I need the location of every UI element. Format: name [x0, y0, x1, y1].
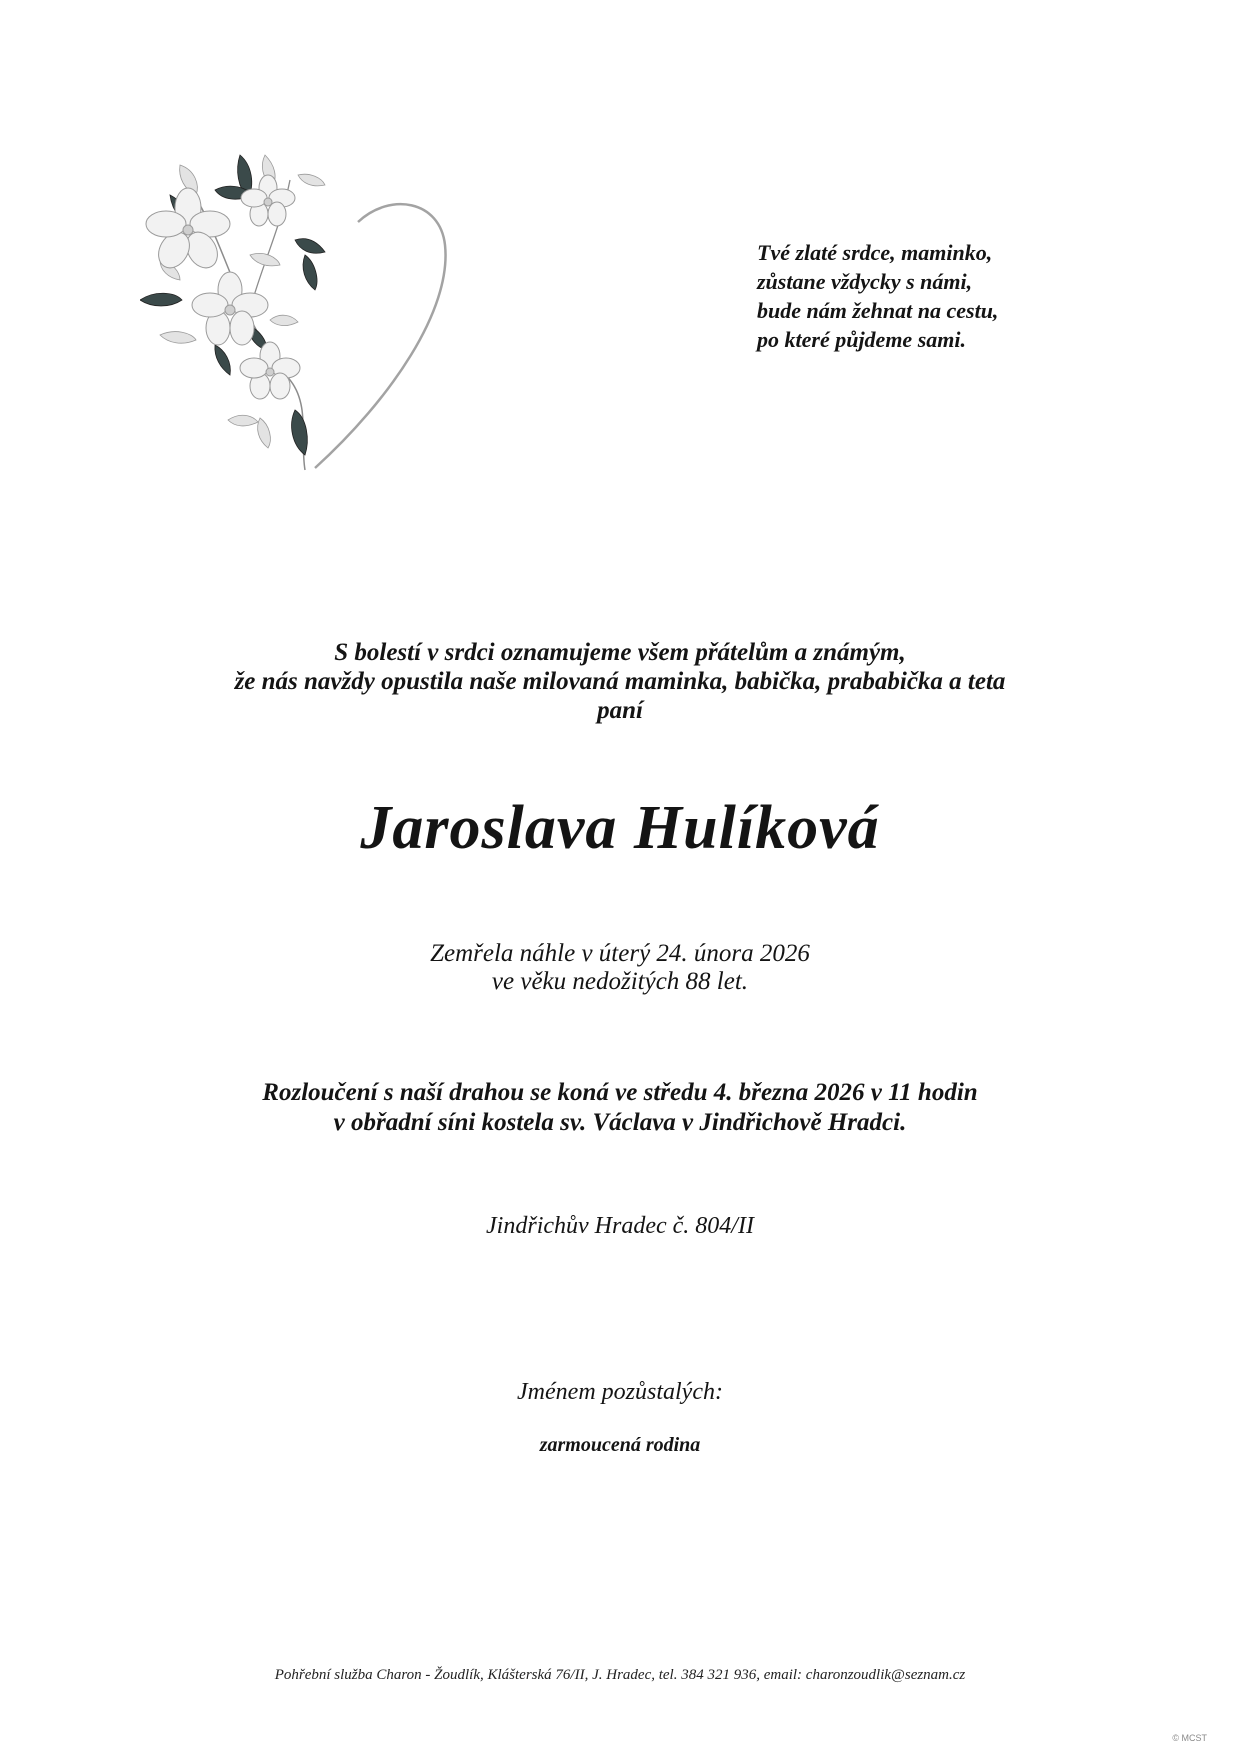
death-info [120, 940, 1120, 996]
watermark: © MCST [1172, 1733, 1207, 1743]
verse-line: zůstane vždycky s námi, [757, 269, 973, 294]
deceased-name: Jaroslava Hulíková [360, 794, 880, 862]
verse [757, 238, 1057, 354]
address: Jindřichův Hradec č. 804/II [486, 1213, 754, 1239]
announcement-line: paní [597, 697, 643, 724]
signature-label: Jménem pozůstalých: [517, 1379, 723, 1405]
ceremony-info [120, 1078, 1120, 1138]
verse-line: Tvé zlaté srdce, maminko, [757, 240, 993, 265]
announcement-line: že nás navždy opustila naše milovaná maminka, babička, prababička a teta [234, 668, 1006, 695]
verse-line: bude nám žehnat na cestu, [757, 298, 999, 323]
death-info-line: ve věku nedožitých 88 let. [491, 968, 749, 995]
verse-line: po které půjdeme sami. [757, 327, 966, 352]
announcement-line: S bolestí v srdci oznamujeme všem přátelům a známým, [334, 639, 906, 666]
announcement [120, 638, 1120, 725]
funeral-service-footer: Pohřební služba Charon - Žoudlík, Klášterská 76/II, J. Hradec, tel. 384 321 936, email: charonzoudlik@seznam.cz [274, 1667, 966, 1683]
ceremony-line: v obřadní síni kostela sv. Václava v Jindřichově Hradci. [333, 1109, 907, 1136]
signature-name: zarmoucená rodina [539, 1434, 701, 1456]
heart-with-flowers-icon [140, 150, 500, 520]
death-info-line: Zemřela náhle v úterý 24. února 2026 [430, 940, 810, 967]
ceremony-line: Rozloučení s naší drahou se koná ve středu 4. března 2026 v 11 hodin [262, 1079, 978, 1106]
